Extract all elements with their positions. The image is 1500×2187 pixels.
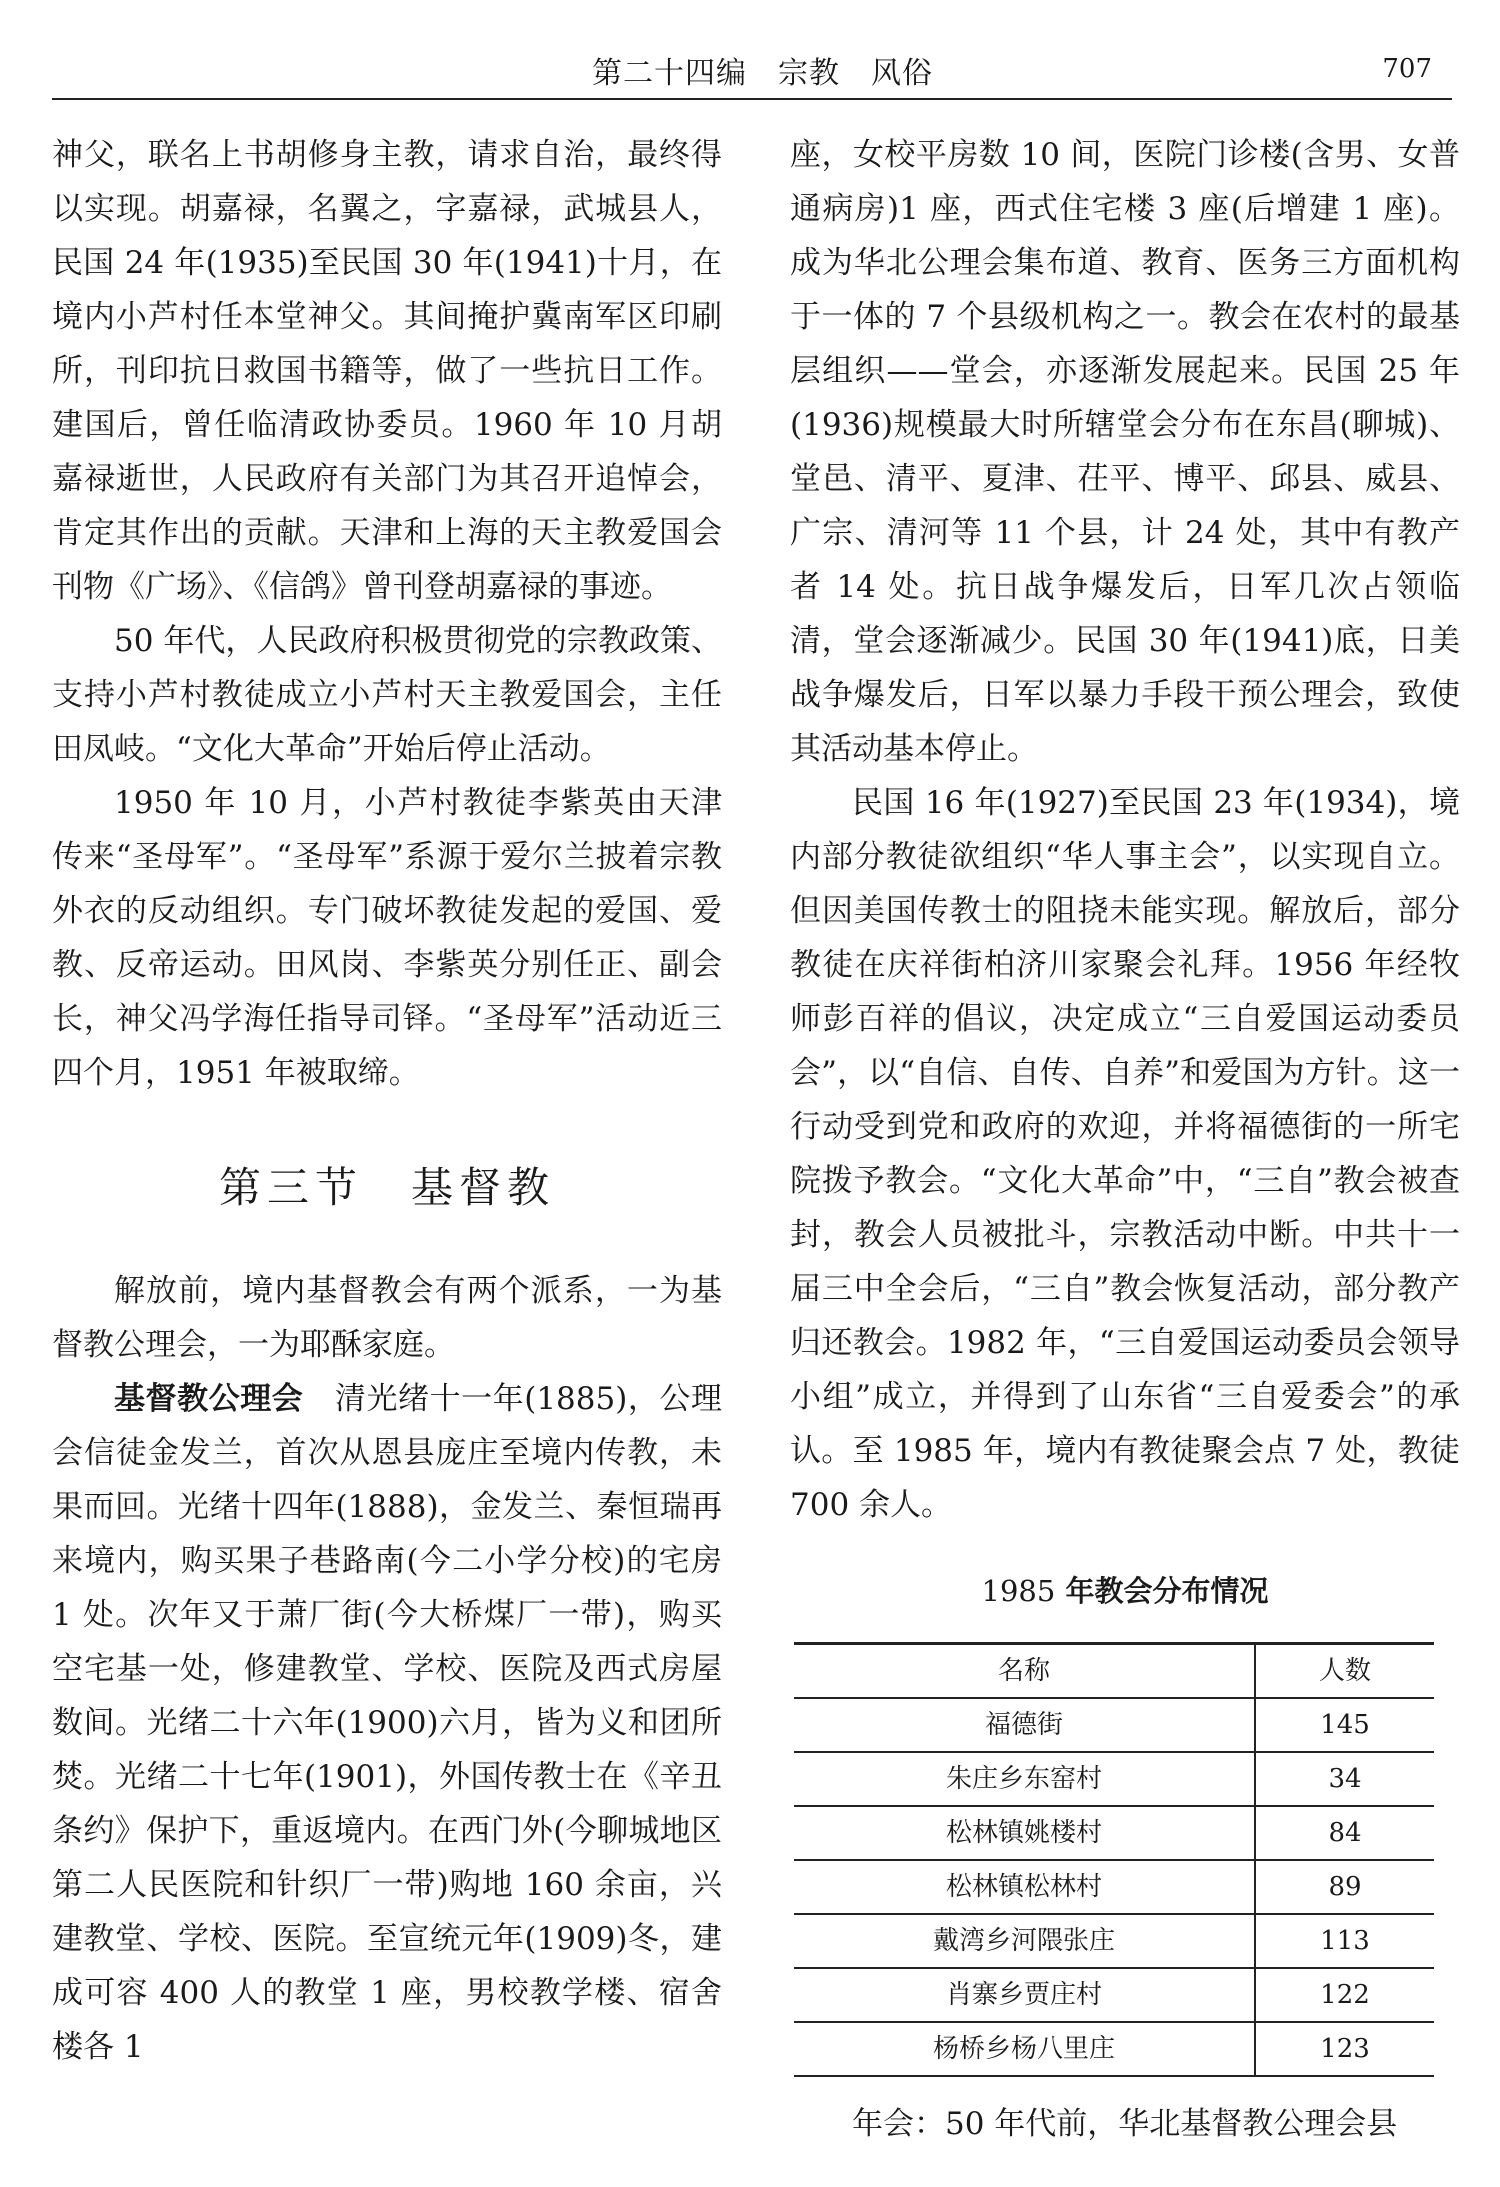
- page-header: [52, 40, 1452, 100]
- cell-count: 89: [1255, 1860, 1434, 1914]
- cell-name: 松林镇姚楼村: [794, 1806, 1255, 1860]
- column-header-count: 人数: [1255, 1644, 1434, 1699]
- paragraph-text: 清光绪十一年(1885)，公理会信徒金发兰，首次从恩县庞庄至境内传教，未果而回。光绪十四年(1888)，金发兰、秦恒瑞再来境内，购买果子巷路南(今二小学分校)的宅房 1 处。次年又于萧厂街(今大桥煤厂一带)，购买空宅基一处，修建教堂、学校、医院及西式房屋数间。光绪二十六年(1900)六月，皆为义和团所焚。光绪二十七年(1901)，外国传教士在《辛丑条约》保护下，重返境内。在西门外(今聊城地区第二人民医院和针织厂一带)购地 160 余亩，兴建教堂、学校、医院。至宣统元年(1909)冬，建成可容 400 人的教堂 1 座，男校教学楼、宿舍楼各 1: [52, 1381, 722, 2065]
- left-column: [52, 128, 722, 2074]
- cell-name: 杨桥乡杨八里庄: [794, 2022, 1255, 2076]
- table-row: [794, 1806, 1434, 1860]
- church-distribution-table: [794, 1642, 1434, 2077]
- page-number: 707: [1382, 54, 1432, 84]
- cell-name: 肖寨乡贾庄村: [794, 1968, 1255, 2022]
- paragraph: 民国 16 年(1927)至民国 23 年(1934)，境内部分教徒欲组织“华人事主会”，以实现自立。但因美国传教士的阻挠未能实现。解放后，部分教徒在庆祥街柏济川家聚会礼拜。1956 年经牧师彭百祥的倡议，决定成立“三自爱国运动委员会”，以“自信、自传、自养”和爱国为方针。这一行动受到党和政府的欢迎，并将福德街的一所宅院拨予教会。“文化大革命”中，“三自”教会被查封，教会人员被批斗，宗教活动中断。中共十一届三中全会后，“三自”教会恢复活动，部分教产归还教会。1982 年，“三自爱国运动委员会领导小组”成立，并得到了山东省“三自爱委会”的承认。至 1985 年，境内有教徒聚会点 7 处，教徒 700 余人。: [790, 785, 1460, 1523]
- cell-name: 朱庄乡东窑村: [794, 1752, 1255, 1806]
- table-caption-text: 年教会分布情况: [1055, 1574, 1269, 1608]
- running-title: 第二十四编 宗教 风俗: [592, 56, 933, 91]
- table-row: [794, 1860, 1434, 1914]
- right-column: [790, 128, 1460, 2151]
- column-header-name: 名称: [794, 1644, 1255, 1699]
- cell-name: 福德街: [794, 1698, 1255, 1752]
- paragraph: 50 年代，人民政府积极贯彻党的宗教政策、支持小芦村教徒成立小芦村天主教爱国会，主任田凤岐。“文化大革命”开始后停止活动。: [52, 623, 722, 767]
- paragraph: 年会：50 年代前，华北基督教公理会县: [852, 2106, 1398, 2142]
- cell-name: 戴湾乡河隈张庄: [794, 1914, 1255, 1968]
- cell-count: 34: [1255, 1752, 1434, 1806]
- table-caption: [790, 1564, 1460, 1618]
- table-row: [794, 1968, 1434, 2022]
- cell-count: 122: [1255, 1968, 1434, 2022]
- cell-count: 145: [1255, 1698, 1434, 1752]
- cell-count: 84: [1255, 1806, 1434, 1860]
- cell-count: 123: [1255, 2022, 1434, 2076]
- table-row: [794, 1914, 1434, 1968]
- paragraph: 1950 年 10 月，小芦村教徒李紫英由天津传来“圣母军”。“圣母军”系源于爱尔兰披着宗教外衣的反动组织。专门破坏教徒发起的爱国、爱教、反帝运动。田风岗、李紫英分别任正、副会长，神父冯学海任指导司铎。“圣母军”活动近三四个月，1951 年被取缔。: [52, 785, 722, 1091]
- paragraph: 解放前，境内基督教会有两个派系，一为基督教公理会，一为耶酥家庭。: [52, 1273, 722, 1363]
- paragraph: 座，女校平房数 10 间，医院门诊楼(含男、女普通病房)1 座，西式住宅楼 3 座(后增建 1 座)。成为华北公理会集布道、教育、医务三方面机构于一体的 7 个县级机构之一。教会在农村的最基层组织——堂会，亦逐渐发展起来。民国 25 年(1936)规模最大时所辖堂会分布在东昌(聊城)、堂邑、清平、夏津、茌平、博平、邱县、威县、广宗、清河等 11 个县，计 24 处，其中有教产者 14 处。抗日战争爆发后，日军几次占领临清，堂会逐渐减少。民国 30 年(1941)底，日美战争爆发后，日军以暴力手段干预公理会，致使其活动基本停止。: [790, 137, 1460, 767]
- table-row: [794, 2022, 1434, 2076]
- paragraph: [52, 1372, 722, 2074]
- table-header-row: [794, 1644, 1434, 1699]
- table-caption-year: 1985: [981, 1574, 1056, 1608]
- table-row: [794, 1752, 1434, 1806]
- paragraph: 神父，联名上书胡修身主教，请求自治，最终得以实现。胡嘉禄，名翼之，字嘉禄，武城县人，民国 24 年(1935)至民国 30 年(1941)十月，在境内小芦村任本堂神父。其间掩护冀南军区印刷所，刊印抗日救国书籍等，做了一些抗日工作。建国后，曾任临清政协委员。1960 年 10 月胡嘉禄逝世，人民政府有关部门为其召开追悼会，肯定其作出的贡献。天津和上海的天主教爱国会刊物《广场》、《信鸽》曾刊登胡嘉禄的事迹。: [52, 137, 722, 605]
- table-row: [794, 1698, 1434, 1752]
- cell-count: 113: [1255, 1914, 1434, 1968]
- cell-name: 松林镇松林村: [794, 1860, 1255, 1914]
- subsection-heading: 基督教公理会: [114, 1381, 304, 1417]
- section-title: 第三节 基督教: [218, 1163, 555, 1212]
